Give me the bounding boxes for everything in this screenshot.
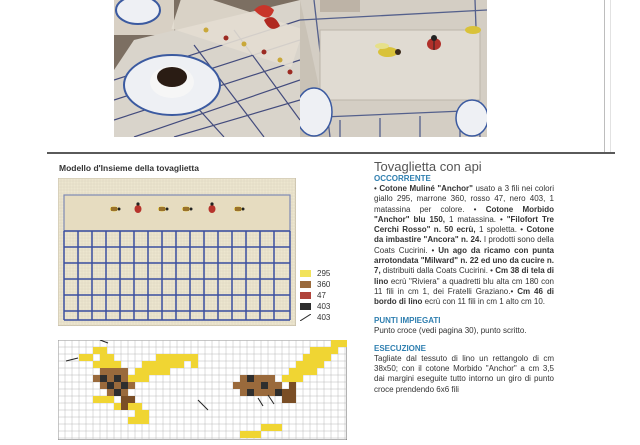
detail-grid-svg xyxy=(58,340,347,440)
bee-head-stitch xyxy=(289,382,296,389)
wing-yellow-stitch xyxy=(142,361,149,368)
article-title: Tovaglietta con api xyxy=(374,159,482,174)
bee-body-stitch xyxy=(100,368,107,375)
bee-body-stitch xyxy=(254,389,261,396)
ladybug-head xyxy=(210,202,213,205)
wing-yellow-stitch xyxy=(324,347,331,354)
wing-yellow-stitch xyxy=(114,361,121,368)
legend-item xyxy=(300,268,360,279)
wing-yellow-stitch xyxy=(163,354,170,361)
wing-yellow-stitch xyxy=(324,354,331,361)
bee-stripe xyxy=(159,207,165,211)
bee-stripe-stitch xyxy=(247,389,254,396)
legend-item xyxy=(300,312,360,323)
wing-yellow-stitch xyxy=(240,431,247,438)
wing-yellow-stitch xyxy=(79,354,86,361)
wing-yellow-stitch xyxy=(149,368,156,375)
wing-yellow-stitch xyxy=(163,368,170,375)
legend-label: 360 xyxy=(317,280,331,289)
wing-yellow-stitch xyxy=(100,361,107,368)
occorrente-text xyxy=(374,184,554,308)
bee-stripe-stitch xyxy=(114,375,121,382)
ladybug-motif xyxy=(135,205,142,213)
bee-head-stitch xyxy=(282,389,289,396)
bee-body-stitch xyxy=(240,389,247,396)
placemat-photo-image xyxy=(114,0,300,137)
bee-body-stitch xyxy=(107,375,114,382)
bee-stripe xyxy=(183,207,189,211)
ladybug-motif xyxy=(209,205,216,213)
occorrente-segment: Cm 38 di tela di lino xyxy=(374,266,554,286)
wing-yellow-stitch xyxy=(156,361,163,368)
bee-body-stitch xyxy=(107,368,114,375)
wing-yellow-stitch xyxy=(135,417,142,424)
bee-head xyxy=(118,208,121,211)
bee-body-stitch xyxy=(261,389,268,396)
bee-stripe-stitch xyxy=(261,382,268,389)
wing-yellow-stitch xyxy=(303,368,310,375)
punti-text: Punto croce (vedi pagina 30), punto scritto. xyxy=(374,325,527,335)
wing-yellow-stitch xyxy=(310,347,317,354)
ladybug-head xyxy=(136,202,139,205)
wing-yellow-stitch xyxy=(310,368,317,375)
legend-item xyxy=(300,301,360,312)
wing-yellow-stitch xyxy=(184,354,191,361)
cross-stitch-detail-chart xyxy=(58,340,347,440)
bee-head-stitch xyxy=(121,403,128,410)
legend-item xyxy=(300,279,360,290)
bee-body-stitch xyxy=(261,375,268,382)
occorrente-segment: Cotone Morbido "Anchor" blu 150, xyxy=(374,204,554,224)
bee-body-stitch xyxy=(100,382,107,389)
wing-yellow-stitch xyxy=(275,424,282,431)
wing-yellow-stitch xyxy=(135,403,142,410)
wing-yellow-stitch xyxy=(303,354,310,361)
bee-head xyxy=(166,208,169,211)
bee-body-stitch xyxy=(268,375,275,382)
wing-yellow-stitch xyxy=(310,354,317,361)
bee-body-stitch xyxy=(240,375,247,382)
wing-yellow-stitch xyxy=(268,424,275,431)
wing-yellow-stitch xyxy=(156,354,163,361)
wing-yellow-stitch xyxy=(93,361,100,368)
wing-yellow-stitch xyxy=(107,396,114,403)
wing-yellow-stitch xyxy=(317,347,324,354)
bee-body-stitch xyxy=(121,389,128,396)
bee-stripe-stitch xyxy=(121,382,128,389)
occorrente-segment: 1 spoletta. • xyxy=(475,225,527,235)
wing-yellow-stitch xyxy=(177,354,184,361)
esecuzione-text: Tagliate dal tessuto di lino un rettangolo di cm 38x50; con il cotone Morbido "Anchor" a cm 3,5 dai margini eseguite tutto intorno un giro di punto croce prendendo 6x6 fili xyxy=(374,353,554,394)
photo-placemat-left xyxy=(114,0,300,137)
section-esecuzione-heading: ESECUZIONE xyxy=(374,343,427,353)
occorrente-segment: • xyxy=(374,184,380,193)
section-punti-heading: PUNTI IMPIEGATI xyxy=(374,315,441,325)
bee-body-stitch xyxy=(254,375,261,382)
wing-yellow-stitch xyxy=(135,410,142,417)
wing-yellow-stitch xyxy=(142,410,149,417)
wing-yellow-stitch xyxy=(93,347,100,354)
bee-stripe xyxy=(235,207,241,211)
wing-yellow-stitch xyxy=(93,396,100,403)
bee-body-stitch xyxy=(233,382,240,389)
bee-head xyxy=(242,208,245,211)
bee-head-stitch xyxy=(282,396,289,403)
bee-body-stitch xyxy=(247,382,254,389)
bee-body-stitch xyxy=(121,368,128,375)
bee-head xyxy=(190,208,193,211)
wing-yellow-stitch xyxy=(338,340,345,347)
legend-swatch xyxy=(300,303,311,310)
wing-yellow-stitch xyxy=(128,375,135,382)
bee-body-stitch xyxy=(107,389,114,396)
legend-swatch xyxy=(300,292,311,299)
color-legend xyxy=(300,268,360,323)
occorrente-segment: I prodotti sono della Coats Cucirini. • xyxy=(374,235,554,255)
wing-yellow-stitch xyxy=(163,361,170,368)
bee-stripe-stitch xyxy=(114,389,121,396)
wing-yellow-stitch xyxy=(310,361,317,368)
bee-stripe-stitch xyxy=(100,375,107,382)
wing-yellow-stitch xyxy=(317,361,324,368)
bee-body-stitch xyxy=(121,375,128,382)
wing-yellow-stitch xyxy=(191,354,198,361)
wing-yellow-stitch xyxy=(254,431,261,438)
bee-body-stitch xyxy=(268,382,275,389)
occorrente-segment: Cm 46 di bordo di lino xyxy=(374,286,555,307)
wing-yellow-stitch xyxy=(289,368,296,375)
legend-swatch xyxy=(300,314,311,321)
bee-stripe-stitch xyxy=(275,389,282,396)
wing-yellow-stitch xyxy=(100,354,107,361)
wing-yellow-stitch xyxy=(142,375,149,382)
occorrente-segment: ecrù con 11 fili in cm 1 alto cm 10. xyxy=(422,297,546,307)
legend-swatch xyxy=(300,281,311,288)
legend-label: 47 xyxy=(317,291,326,300)
wing-yellow-stitch xyxy=(142,368,149,375)
wing-yellow-stitch xyxy=(135,368,142,375)
occorrente-segment: distribuiti dalla Coats Cucirini. • xyxy=(380,266,496,276)
occorrente-segment: Cotone Muliné "Anchor" xyxy=(379,184,473,193)
occorrente-segment: "Filofort Tre Cerchi Rosso" n. 50 ecrù, xyxy=(374,214,555,235)
instructions-column xyxy=(374,160,554,395)
bee-body-stitch xyxy=(254,382,261,389)
placemat-overview-chart xyxy=(58,178,296,326)
wing-yellow-stitch xyxy=(331,340,338,347)
bee-head-stitch xyxy=(289,396,296,403)
wing-yellow-stitch xyxy=(303,361,310,368)
wing-yellow-stitch xyxy=(345,340,347,347)
wing-yellow-stitch xyxy=(128,403,135,410)
bee-body-stitch xyxy=(128,382,135,389)
legend-swatch xyxy=(300,270,311,277)
legend-label: 403 xyxy=(317,313,331,322)
wing-yellow-stitch xyxy=(177,361,184,368)
wing-yellow-stitch xyxy=(331,347,338,354)
wing-yellow-stitch xyxy=(100,396,107,403)
wing-yellow-stitch xyxy=(149,361,156,368)
bee-stripe-stitch xyxy=(107,382,114,389)
wing-yellow-stitch xyxy=(107,354,114,361)
photo-placemat-right xyxy=(300,0,487,137)
legend-label: 403 xyxy=(317,302,331,311)
legend-item xyxy=(300,290,360,301)
wing-yellow-stitch xyxy=(296,361,303,368)
legend-label: 295 xyxy=(317,269,331,278)
wing-yellow-stitch xyxy=(135,375,142,382)
bee-body-stitch xyxy=(275,382,282,389)
overview-grid-svg xyxy=(58,178,296,326)
bee-body-stitch xyxy=(93,375,100,382)
wing-yellow-stitch xyxy=(296,368,303,375)
occorrente-segment: ecrù "Riviera" a quadretti blu alta cm 180 con 11 fili in cm 1, dei Fratelli Graziano.• xyxy=(374,276,554,296)
bee-body-stitch xyxy=(268,389,275,396)
section-occorrente-heading: OCCORRENTE xyxy=(374,174,431,183)
wing-yellow-stitch xyxy=(100,347,107,354)
occorrente-segment: usato a 3 fili nei colori giallo 295, marrone 360, rosso 47, nero 403, 1 matassina per colore. • xyxy=(374,184,555,214)
occorrente-segment: Un ago da ricamo con punta arrotondata "Milward" n. 22 ed uno da cucire n. 7, xyxy=(374,245,554,276)
occorrente-segment: Cotone da imbastire "Ancora" n. 24. xyxy=(374,225,554,245)
placemat-photo-detail xyxy=(300,0,487,137)
bee-body-stitch xyxy=(114,382,121,389)
wing-yellow-stitch xyxy=(128,417,135,424)
bee-head-stitch xyxy=(289,389,296,396)
occorrente-segment: 1 matassina. • xyxy=(445,214,507,224)
wing-yellow-stitch xyxy=(170,361,177,368)
wing-yellow-stitch xyxy=(142,417,149,424)
wing-yellow-stitch xyxy=(289,375,296,382)
wing-yellow-stitch xyxy=(261,424,268,431)
bee-stripe xyxy=(111,207,117,211)
bee-stripe-stitch xyxy=(247,375,254,382)
placemat-border-band xyxy=(64,195,290,231)
wing-yellow-stitch xyxy=(282,375,289,382)
model-title: Modello d'Insieme della tovaglietta xyxy=(59,163,199,173)
wing-yellow-stitch xyxy=(247,431,254,438)
bee-head-stitch xyxy=(121,396,128,403)
wing-yellow-stitch xyxy=(107,361,114,368)
wing-yellow-stitch xyxy=(191,361,198,368)
bee-head-stitch xyxy=(128,396,135,403)
wing-yellow-stitch xyxy=(86,354,93,361)
wing-yellow-stitch xyxy=(114,403,121,410)
wing-yellow-stitch xyxy=(170,354,177,361)
bee-body-stitch xyxy=(114,368,121,375)
wing-yellow-stitch xyxy=(156,368,163,375)
wing-yellow-stitch xyxy=(296,375,303,382)
wing-yellow-stitch xyxy=(317,354,324,361)
bee-body-stitch xyxy=(240,382,247,389)
